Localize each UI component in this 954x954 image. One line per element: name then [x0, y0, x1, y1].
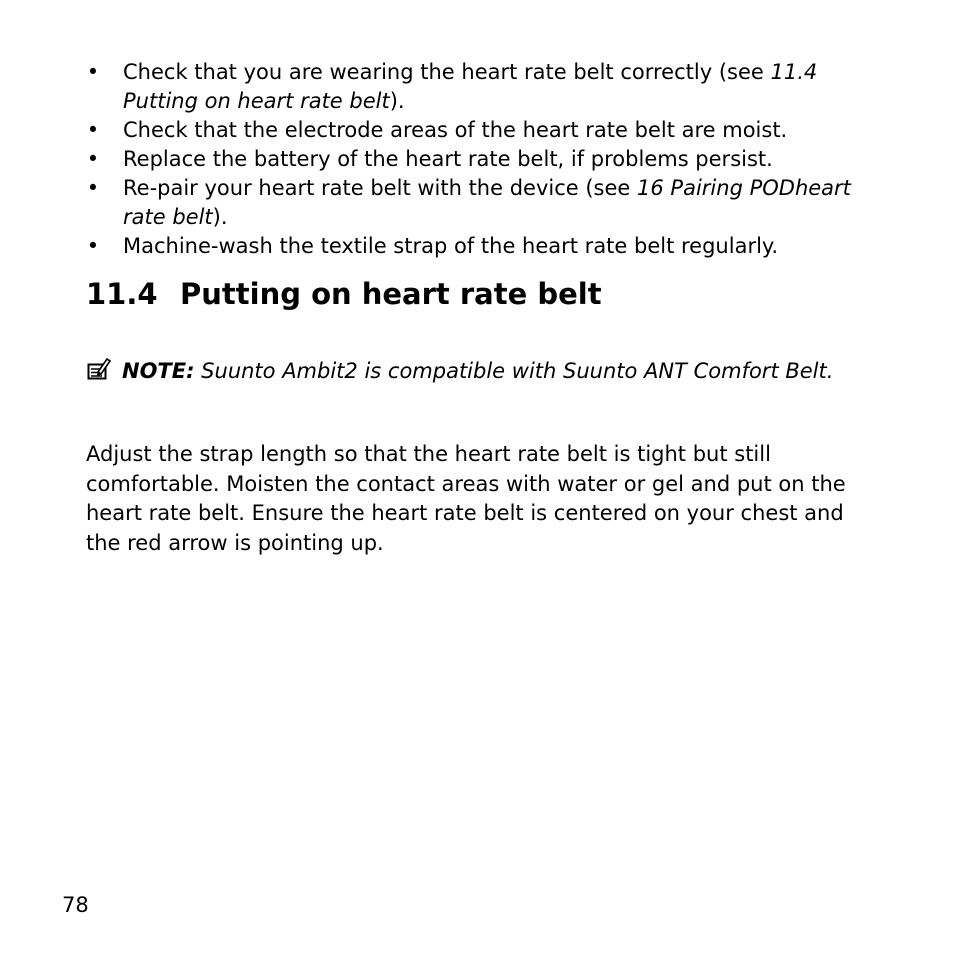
bullet-marker: • — [86, 176, 100, 200]
body-paragraph: Adjust the strap length so that the heart rate belt is tight but still comfortable. Moisten the contact areas with water or gel and put on the heart rate belt. Ensure the heart rate belt is centered on your chest and the red arrow is pointing up. — [86, 442, 846, 555]
cross-reference-link[interactable]: 16 Pairing PODheart rate belt — [123, 176, 851, 229]
bullet-marker: • — [86, 147, 100, 171]
list-item-text: Check that you are wearing the heart rate belt correctly (see — [123, 60, 771, 84]
list-item — [86, 232, 856, 261]
list-item — [86, 116, 856, 145]
list-item-text: Machine-wash the textile strap of the heart rate belt regularly. — [123, 234, 779, 258]
list-item — [86, 174, 856, 232]
section-number: 11.4 — [86, 277, 158, 311]
list-item-text: Check that the electrode areas of the heart rate belt are moist. — [123, 118, 788, 142]
section-heading — [86, 274, 602, 314]
list-item — [86, 58, 856, 116]
note-pencil-icon — [86, 357, 116, 381]
troubleshooting-list — [86, 58, 856, 261]
section-title: Putting on heart rate belt — [180, 277, 602, 311]
note-text: Suunto Ambit2 is compatible with Suunto ANT Comfort Belt. — [194, 359, 834, 383]
note-label: NOTE: — [122, 359, 195, 383]
list-item-text-end: ). — [212, 205, 228, 229]
list-item-text: Replace the battery of the heart rate belt, if problems persist. — [123, 147, 773, 171]
note-callout — [86, 357, 866, 386]
list-item-text-end: ). — [389, 89, 405, 113]
cross-reference-link[interactable]: 11.4 Putting on heart rate belt — [123, 60, 818, 113]
page-number: 78 — [62, 893, 89, 917]
bullet-marker: • — [86, 118, 100, 142]
bullet-marker: • — [86, 234, 100, 258]
list-item-text: Re-pair your heart rate belt with the device (see — [123, 176, 638, 200]
list-item — [86, 145, 856, 174]
bullet-marker: • — [86, 60, 100, 84]
